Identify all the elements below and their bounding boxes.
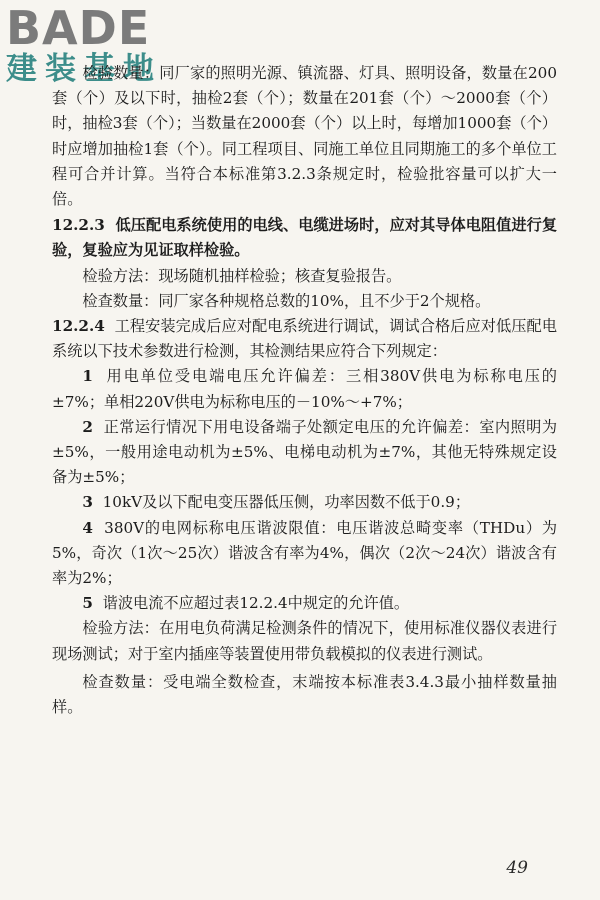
item-text: 谐波电流不应超过表12.2.4中规定的允许值。 bbox=[102, 594, 410, 613]
clause-number: 12.2.4 bbox=[52, 317, 105, 336]
clause-12-2-4 bbox=[52, 314, 557, 364]
list-item-3 bbox=[52, 490, 557, 515]
list-item-4 bbox=[52, 516, 557, 592]
paragraph-check-quantity-2: 检查数量：受电端全数检查，末端按本标准表3.4.3最小抽样数量抽样。 bbox=[52, 672, 557, 717]
logo-subtitle: 建装基地 bbox=[6, 51, 162, 87]
list-item-1 bbox=[52, 364, 557, 414]
item-text: 380V的电网标称电压谐波限值：电压谐波总畸变率（THDu）为5%，奇次（1次～25次）谐波含有率为4%，偶次（2次～24次）谐波含有率为2%； bbox=[52, 518, 558, 588]
paragraph-inspection-quantity: 检验数量：同厂家的照明光源、镇流器、灯具、照明设备，数量在200套（个）及以下时，抽检2套（个）；数量在201套（个）～2000套（个）时，抽检3套（个）；当数量在2000套（个）以上时，每增加1000套（个）时应增加抽检1套（个）。同工程项目、同施工单位且同期施工的多个单位工程可合并计算。当符合本标准第3.2.3条规定时，检验批容量可以扩大一倍。 bbox=[52, 64, 557, 209]
item-number: 3 bbox=[82, 493, 93, 512]
item-number: 4 bbox=[82, 518, 93, 537]
item-number: 2 bbox=[82, 417, 93, 436]
item-text: 正常运行情况下用电设备端子处额定电压的允许偏差：室内照明为±5%，一般用途电动机为±5%、电梯电动机为±7%，其他无特殊规定设备为±5%； bbox=[52, 417, 558, 487]
clause-number: 12.2.3 bbox=[52, 216, 105, 235]
item-number: 5 bbox=[82, 594, 93, 613]
clause-text: 低压配电系统使用的电线、电缆进场时，应对其导体电阻值进行复验，复验应为见证取样检验。 bbox=[52, 216, 558, 260]
clause-12-2-3 bbox=[52, 213, 557, 263]
page-number: 49 bbox=[506, 858, 528, 878]
logo-wordmark: BADE bbox=[6, 1, 151, 55]
paragraph-check-quantity: 检查数量：同厂家各种规格总数的10%，且不少于2个规格。 bbox=[82, 291, 491, 310]
item-text: 用电单位受电端电压允许偏差：三相380V供电为标称电压的±7%；单相220V供电为标称电压的－10%～+7%； bbox=[52, 367, 557, 411]
item-number: 1 bbox=[82, 367, 93, 386]
item-text: 10kV及以下配电变压器低压侧，功率因数不低于0.9； bbox=[102, 493, 471, 512]
page-body bbox=[52, 61, 557, 720]
clause-text: 工程安装完成后应对配电系统进行调试，调试合格后应对低压配电系统以下技术参数进行检测，其检测结果应符合下列规定： bbox=[52, 317, 558, 361]
paragraph-inspection-method-2: 检验方法：在用电负荷满足检测条件的情况下，使用标准仪器仪表进行现场测试；对于室内插座等装置使用带负载模拟的仪表进行测试。 bbox=[52, 619, 557, 663]
paragraph-inspection-method: 检验方法：现场随机抽样检验；核查复验报告。 bbox=[82, 266, 402, 285]
list-item-2 bbox=[52, 415, 557, 491]
list-item-5 bbox=[52, 591, 557, 616]
